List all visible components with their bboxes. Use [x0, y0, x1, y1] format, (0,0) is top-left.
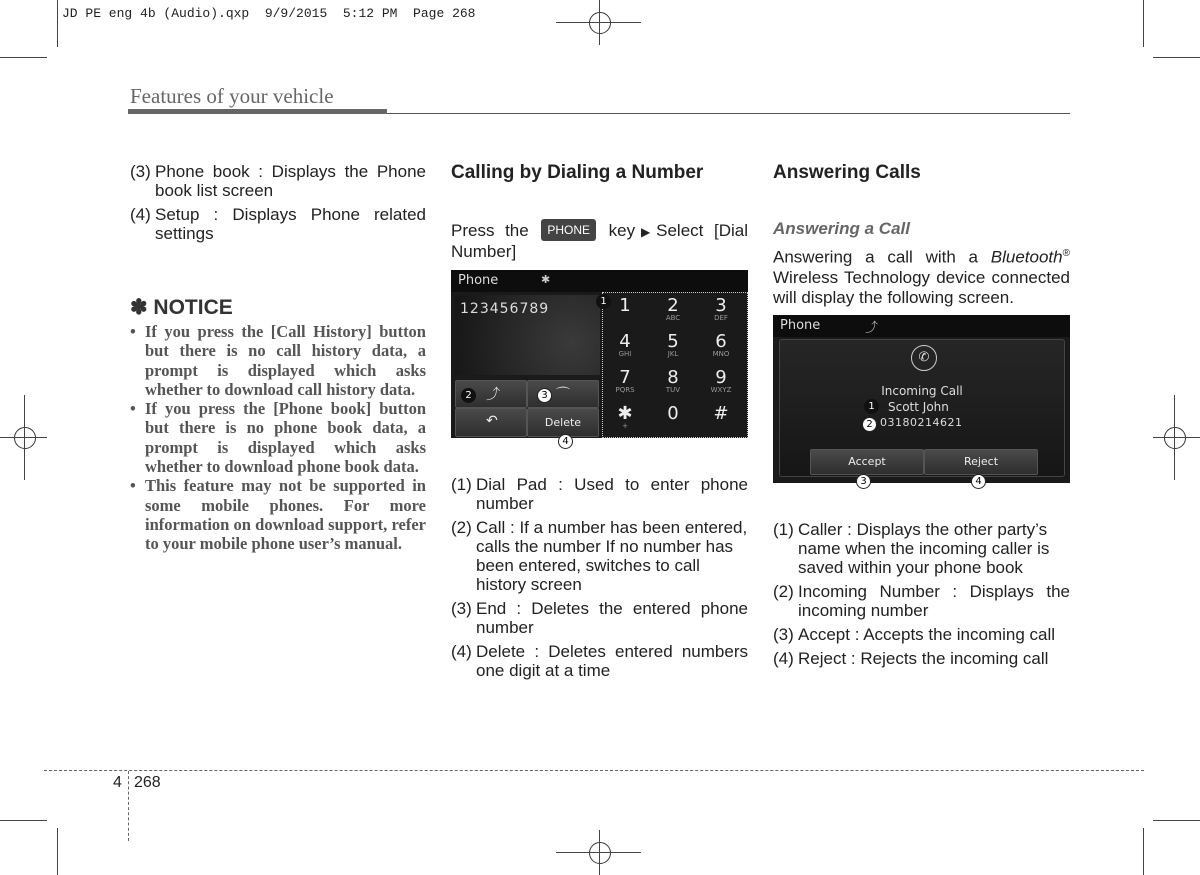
dial-key-letters: JKL — [667, 350, 679, 358]
section-heading: Answering Calls — [773, 162, 921, 183]
notice-bullet: • If you press the [Phone book] button but there is no phone book data, a prompt is displayed which asks whether to download phone book data. — [130, 399, 426, 477]
dial-key[interactable] — [603, 367, 647, 400]
chapter-number: 4 — [113, 774, 122, 791]
incoming-number: 03180214621 — [880, 416, 963, 429]
notice-bullet: • This feature may not be supported in some mobile phones. For more information on download support, refer to your mobile phone user’s manual. — [130, 476, 426, 554]
dial-key-letters: GHI — [618, 350, 632, 358]
dial-key-letters: + — [622, 422, 628, 430]
list-item: (2) Incoming Number : Displays the incoming number — [773, 582, 1070, 620]
dial-key[interactable] — [603, 331, 647, 364]
col1-list — [130, 162, 426, 248]
list-item: (1) Caller : Displays the other party’s name when the incoming caller is saved within your phone book — [773, 520, 1050, 577]
dial-key-letters: MNO — [712, 350, 730, 358]
subsection-heading: Answering a Call — [773, 219, 910, 238]
callout-1: 1 — [864, 399, 879, 414]
callout-1: 1 — [596, 294, 611, 309]
dial-key[interactable] — [651, 295, 695, 328]
crop-mark — [0, 820, 47, 821]
col3-list — [773, 520, 1070, 673]
crop-mark — [1143, 0, 1144, 47]
dial-key-digit: 7 — [619, 367, 631, 388]
list-item: (2) Call : If a number has been entered, calls the number If no number has been entered, switches to call history screen — [451, 518, 748, 594]
dial-key-digit: 5 — [667, 331, 679, 352]
dial-key-letters: TUV — [665, 386, 681, 394]
crop-mark — [1153, 437, 1200, 438]
dial-key-digit: 9 — [715, 367, 727, 388]
intro-paragraph: Answering a call with a Bluetooth® Wireless Technology device connected will display the following screen. — [773, 247, 1070, 307]
footer-rule — [44, 770, 1144, 771]
delete-button[interactable]: Delete — [527, 408, 599, 437]
footer-divider — [128, 771, 129, 841]
dial-key-digit: # — [713, 403, 729, 424]
notice-title: ✽ NOTICE — [130, 296, 233, 319]
callout-2: 2 — [461, 388, 476, 403]
incoming-call-label: Incoming Call — [881, 384, 963, 398]
header-rule — [128, 109, 387, 114]
dial-key[interactable] — [603, 403, 647, 436]
callout-4: 4 — [558, 434, 573, 449]
dial-key-digit: 1 — [619, 295, 631, 316]
dial-key[interactable] — [603, 295, 647, 328]
back-button[interactable] — [455, 408, 527, 437]
dial-key-digit: 0 — [667, 403, 679, 424]
dial-key[interactable] — [651, 367, 695, 400]
dial-key-letters: PQRS — [615, 386, 635, 394]
list-item: (3) End : Deletes the entered phone number — [451, 599, 748, 637]
incoming-call-dialog — [779, 339, 1065, 477]
screen-title: Phone — [780, 318, 821, 333]
crop-mark — [1153, 57, 1200, 58]
dial-key[interactable] — [699, 331, 743, 364]
list-item: (4) Setup : Displays Phone related settings — [130, 205, 426, 243]
dial-key[interactable] — [699, 295, 743, 328]
dial-screen — [451, 270, 748, 438]
section-header: Features of your vehicle — [130, 84, 334, 108]
crop-mark — [1153, 820, 1200, 821]
callout-2: 2 — [862, 417, 877, 432]
dial-key-letters: DEF — [714, 314, 728, 322]
section-heading: Calling by Dialing a Number — [451, 162, 704, 183]
dialed-number: 123456789 — [460, 301, 550, 317]
notice-list — [130, 322, 426, 554]
callout-4: 4 — [971, 474, 986, 489]
crop-mark — [0, 57, 47, 58]
end-call-icon: ⌒ — [556, 387, 570, 403]
dial-key-letters: ABC — [665, 314, 681, 322]
caller-name: Scott John — [888, 400, 949, 414]
crop-mark — [556, 852, 641, 853]
notice-bullet: • If you press the [Call History] button but there is no call history data, a prompt is displayed which asks whether to download call history data. — [130, 322, 426, 399]
list-item: (4) Delete : Deletes entered numbers one digit at a time — [451, 642, 748, 680]
incoming-call-screen — [773, 315, 1070, 483]
dial-key[interactable] — [699, 403, 743, 436]
phone-handset-icon: ⤴ — [486, 387, 500, 403]
dial-key-digit: 8 — [667, 367, 679, 388]
crop-mark — [556, 22, 641, 23]
registration-mark — [1164, 427, 1186, 449]
callout-3: 3 — [856, 474, 871, 489]
instruction-text: Press the PHONE key▶Select [Dial Number] — [451, 221, 748, 261]
callout-3: 3 — [537, 388, 552, 403]
list-item: (4) Reject : Rejects the incoming call — [773, 649, 1049, 668]
phone-icon: ✆ — [911, 345, 937, 371]
dial-key[interactable] — [699, 367, 743, 400]
dial-key-digit: 6 — [715, 331, 727, 352]
screen-titlebar — [451, 270, 748, 292]
registration-mark — [589, 12, 611, 34]
crop-mark — [1143, 828, 1144, 875]
dial-key-digit: 3 — [715, 295, 727, 316]
dial-key-digit: 4 — [619, 331, 631, 352]
dial-key-digit: 2 — [667, 295, 679, 316]
crop-mark — [57, 0, 58, 47]
crop-mark — [0, 437, 47, 438]
list-item: (3) Accept : Accepts the incoming call — [773, 625, 1056, 644]
dial-key[interactable] — [651, 331, 695, 364]
print-slug: JD PE eng 4b (Audio).qxp 9/9/2015 5:12 PM Page 268 — [62, 6, 476, 21]
dial-key-letters: WXYZ — [710, 386, 732, 394]
bluetooth-icon: ✱ — [541, 273, 551, 286]
col2-list — [451, 475, 748, 685]
screen-title: Phone — [458, 273, 499, 288]
crop-mark — [57, 828, 58, 875]
list-item: (1) Dial Pad : Used to enter phone number — [451, 475, 748, 513]
page-number: 268 — [134, 774, 161, 791]
dial-key[interactable] — [651, 403, 695, 436]
list-item: (3) Phone book : Displays the Phone book list screen — [130, 162, 426, 200]
screen-titlebar — [773, 315, 1070, 337]
arrow-right-icon: ▶ — [635, 225, 657, 239]
back-arrow-icon: ↶ — [486, 413, 498, 429]
reject-button[interactable]: Reject — [924, 449, 1038, 475]
number-display — [455, 295, 600, 375]
phone-key-label: PHONE — [541, 219, 596, 241]
header-rule — [387, 113, 1070, 114]
phone-handset-icon: ⤴ — [865, 321, 879, 336]
accept-button[interactable]: Accept — [810, 449, 924, 475]
registration-mark — [589, 842, 611, 864]
registration-mark — [14, 427, 36, 449]
dial-key-digit: ✱ — [617, 403, 633, 424]
